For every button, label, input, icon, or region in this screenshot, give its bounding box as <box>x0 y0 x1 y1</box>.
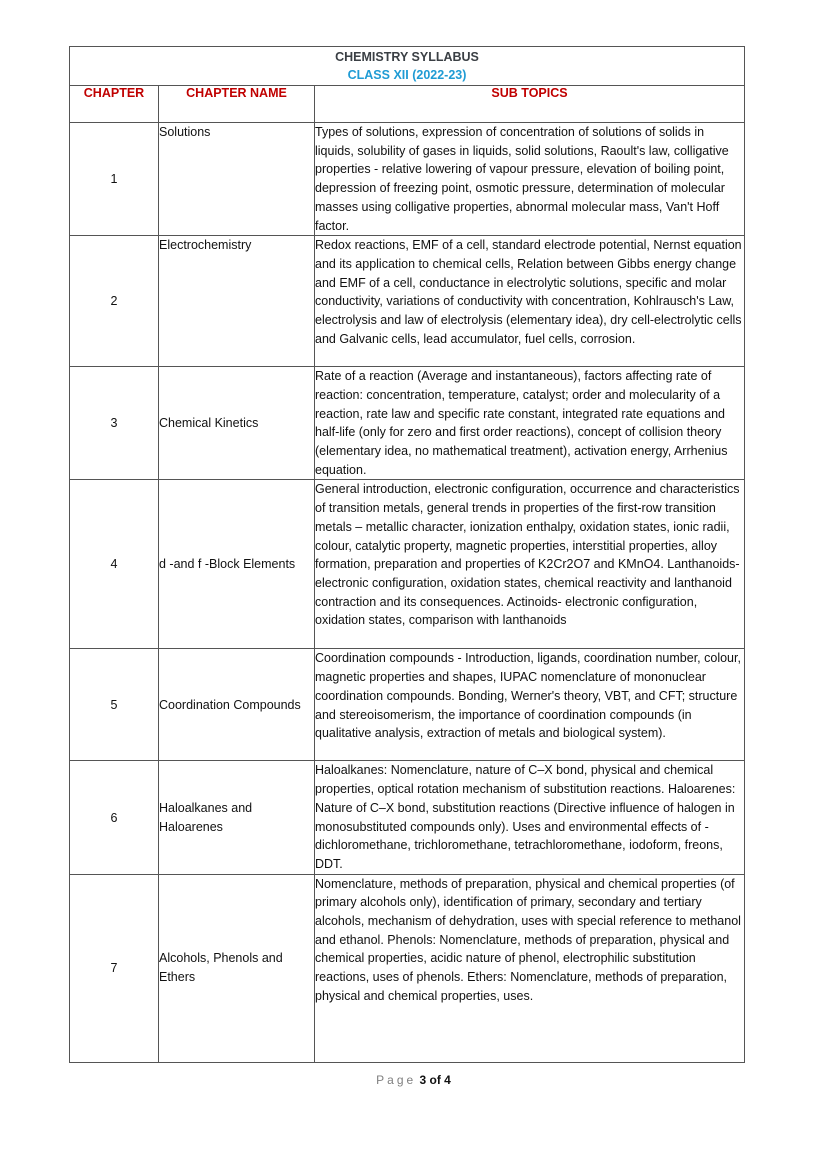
chapter-number: 2 <box>70 236 159 367</box>
chapter-name: Electrochemistry <box>159 236 315 367</box>
chapter-number: 6 <box>70 761 159 874</box>
chapter-sub-topics: Rate of a reaction (Average and instantaneous), factors affecting rate of reaction: concentration, temperature, catalyst; order and molecularity of a reaction, rate law and specific rate constant, integrated rate equations and half-life (only for zero and first order reactions), concept of collision theory (elementary idea, no mathematical treatment), activation energy, Arrhenius equation. <box>315 367 745 480</box>
chapter-sub-topics: Redox reactions, EMF of a cell, standard electrode potential, Nernst equation and its application to chemical cells, Relation between Gibbs energy change and EMF of a cell, conductance in electrolytic solutions, specific and molar conductivity, variations of conductivity with concentration, Kohlrausch's Law, electrolysis and law of electrolysis (elementary idea), dry cell-electrolytic cells and Galvanic cells, lead accumulator, fuel cells, corrosion. <box>315 236 745 367</box>
table-row <box>70 367 745 480</box>
chapter-sub-topics: Nomenclature, methods of preparation, physical and chemical properties (of primary alcohols only), identification of primary, secondary and tertiary alcohols, mechanism of dehydration, uses with special reference to methanol and ethanol. Phenols: Nomenclature, methods of preparation, physical and chemical properties, acidic nature of phenol, electrophilic substitution reactions, uses of phenols. Ethers: Nomenclature, methods of preparation, physical and chemical properties, uses. <box>315 874 745 1062</box>
chapter-number: 1 <box>70 123 159 236</box>
syllabus-page <box>69 46 744 1063</box>
table-row <box>70 480 745 649</box>
column-header-sub-topics: SUB TOPICS <box>315 86 745 123</box>
document-subtitle: CLASS XII (2022-23) <box>347 68 467 82</box>
chapter-number: 7 <box>70 874 159 1062</box>
chapter-name: Haloalkanes and Haloarenes <box>159 761 315 874</box>
table-row <box>70 874 745 1062</box>
chapter-number: 4 <box>70 480 159 649</box>
chapter-number: 5 <box>70 649 159 761</box>
table-row <box>70 649 745 761</box>
chapter-name: Chemical Kinetics <box>159 367 315 480</box>
column-header-chapter-name: CHAPTER NAME <box>159 86 315 123</box>
chapter-sub-topics: General introduction, electronic configuration, occurrence and characteristics of transition metals, general trends in properties of the first-row transition metals – metallic character, ionization enthalpy, oxidation states, ionic radii, colour, catalytic property, magnetic properties, interstitial properties, alloy formation, preparation and properties of K2Cr2O7 and KMnO4. Lanthanoids- electronic configuration, oxidation states, chemical reactivity and lanthanoid contraction and its consequences. Actinoids- electronic configuration, oxidation states, comparison with lanthanoids <box>315 480 745 649</box>
table-row <box>70 123 745 236</box>
chapter-number: 3 <box>70 367 159 480</box>
page-number: 3 of 4 <box>419 1073 451 1087</box>
chapter-sub-topics: Types of solutions, expression of concentration of solutions of solids in liquids, solubility of gases in liquids, solid solutions, Raoult's law, colligative properties - relative lowering of vapour pressure, elevation of boiling point, depression of freezing point, osmotic pressure, determination of molecular masses using colligative properties, abnormal molecular mass, Van't Hoff factor. <box>315 123 745 236</box>
table-row <box>70 236 745 367</box>
chapter-sub-topics: Haloalkanes: Nomenclature, nature of C–X bond, physical and chemical properties, optical rotation mechanism of substitution reactions. Haloarenes: Nature of C–X bond, substitution reactions (Directive influence of halogen in monosubstituted compounds only). Uses and environmental effects of - dichloromethane, trichloromethane, tetrachloromethane, iodoform, freons, DDT. <box>315 761 745 874</box>
table-row <box>70 761 745 874</box>
title-row <box>70 47 745 86</box>
chapter-name: d -and f -Block Elements <box>159 480 315 649</box>
chapter-name: Solutions <box>159 123 315 236</box>
header-row <box>70 86 745 123</box>
syllabus-table <box>69 46 745 1063</box>
page-label: Page <box>376 1073 417 1087</box>
chapter-name: Coordination Compounds <box>159 649 315 761</box>
document-title: CHEMISTRY SYLLABUS <box>335 50 479 64</box>
chapter-name: Alcohols, Phenols and Ethers <box>159 874 315 1062</box>
column-header-chapter: CHAPTER <box>70 86 159 123</box>
title-cell <box>70 47 745 86</box>
page-footer <box>0 1073 827 1087</box>
chapter-sub-topics: Coordination compounds - Introduction, ligands, coordination number, colour, magnetic properties and shapes, IUPAC nomenclature of mononuclear coordination compounds. Bonding, Werner's theory, VBT, and CFT; structure and stereoisomerism, the importance of coordination compounds (in qualitative analysis, extraction of metals and biological system). <box>315 649 745 761</box>
